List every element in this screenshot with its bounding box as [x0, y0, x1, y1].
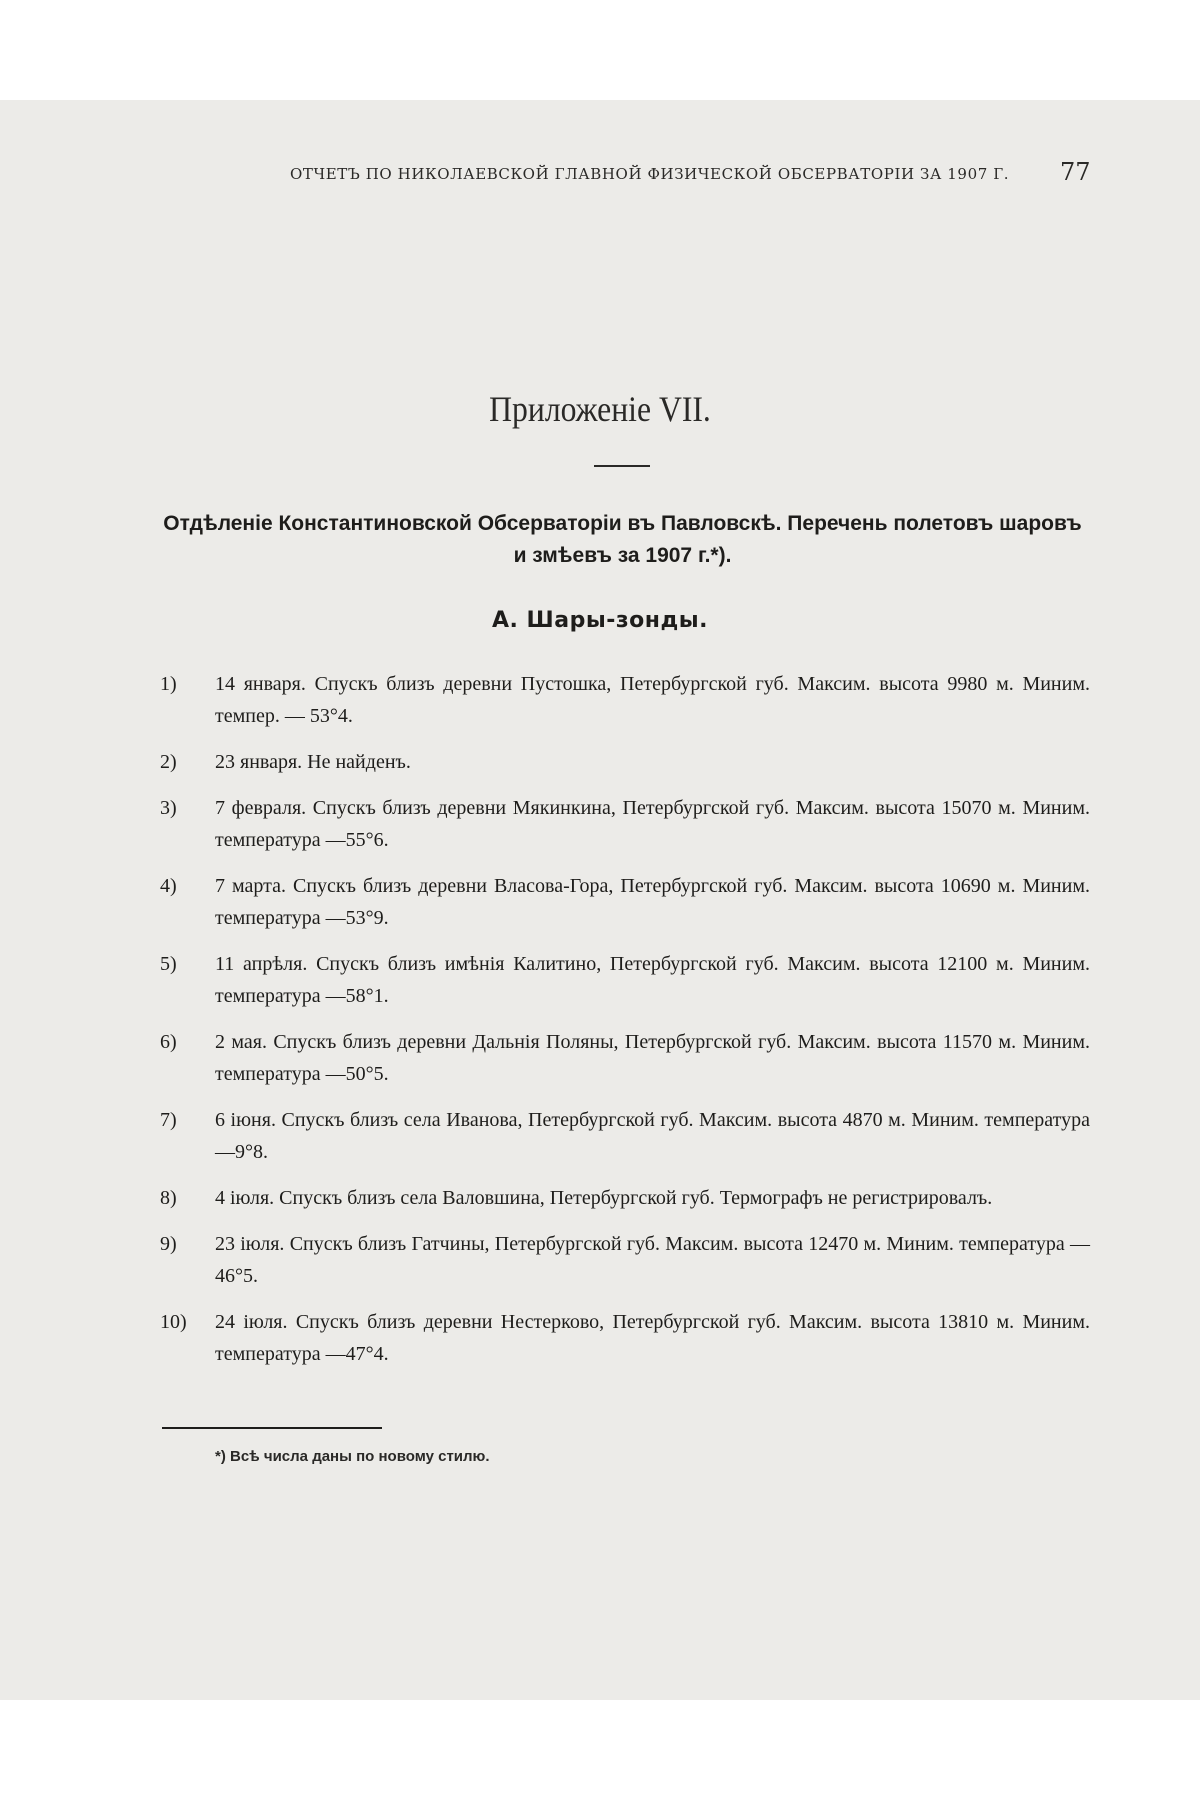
list-item — [160, 1306, 1090, 1370]
item-text: 7 марта. Спускъ близъ деревни Власова-Гора, Петербургской губ. Максим. высота 10690 м. Миним. температура —53°9. — [215, 875, 1090, 929]
item-text: 11 апрѣля. Спускъ близъ имѣнія Калитино, Петербургской губ. Максим. высота 12100 м. Миним. температура —58°1. — [215, 953, 1090, 1007]
item-text: 24 іюля. Спускъ близъ деревни Нестерково, Петербургской губ. Максим. высота 13810 м. Миним. температура —47°4. — [215, 1311, 1090, 1365]
list-item — [160, 870, 1090, 934]
item-number: 8) — [160, 1187, 177, 1209]
section-title — [150, 508, 1095, 572]
page-number: 77 — [1060, 158, 1091, 186]
footnote: *) Всѣ числа даны по новому стилю. — [215, 1448, 490, 1465]
item-text: 6 іюня. Спускъ близъ села Иванова, Петербургской губ. Максим. высота 4870 м. Миним. температура —9°8. — [215, 1109, 1090, 1163]
section-title-line-1: Отдѣленіе Константиновской Обсерваторіи въ Павловскѣ. Перечень полетовъ шаровъ — [163, 512, 1082, 535]
list-item — [160, 1104, 1090, 1168]
item-text: 14 января. Спускъ близъ деревни Пустошка, Петербургской губ. Максим. высота 9980 м. Миним. темпер. — 53°4. — [215, 673, 1090, 727]
appendix-title: Приложеніе VII. — [489, 389, 711, 429]
list-item — [160, 668, 1090, 732]
item-text: 4 іюля. Спускъ близъ села Валовшина, Петербургской губ. Термографъ не регистрировалъ. — [215, 1187, 993, 1209]
item-number: 9) — [160, 1233, 177, 1255]
subsection-title: А. Шары-зонды. — [492, 608, 708, 633]
item-text: 23 іюля. Спускъ близъ Гатчины, Петербургской губ. Максим. высота 12470 м. Миним. температура —46°5. — [215, 1233, 1090, 1287]
item-text: 23 января. Не найденъ. — [215, 751, 411, 773]
section-title-line-2: и змѣевъ за 1907 г.*). — [513, 544, 732, 567]
item-number: 4) — [160, 875, 177, 897]
item-number: 5) — [160, 953, 177, 975]
running-title: ОТЧЕТЪ ПО НИКОЛАЕВСКОЙ ГЛАВНОЙ ФИЗИЧЕСКОЙ ОБСЕРВАТОРІИ ЗА 1907 Г. — [290, 165, 1010, 183]
item-number: 2) — [160, 751, 177, 773]
item-text: 2 мая. Спускъ близъ деревни Дальнія Поляны, Петербургской губ. Максим. высота 11570 м. Миним. температура —50°5. — [215, 1031, 1090, 1085]
item-number: 7) — [160, 1109, 177, 1131]
flight-list — [160, 668, 1090, 1384]
list-item — [160, 948, 1090, 1012]
item-number: 10) — [160, 1311, 187, 1333]
title-rule — [594, 465, 650, 467]
item-number: 3) — [160, 797, 177, 819]
list-item — [160, 1182, 1090, 1214]
item-number: 1) — [160, 673, 177, 695]
list-item — [160, 1026, 1090, 1090]
footnote-rule — [162, 1427, 382, 1429]
item-number: 6) — [160, 1031, 177, 1053]
list-item — [160, 1228, 1090, 1292]
item-text: 7 февраля. Спускъ близъ деревни Мякинкина, Петербургской губ. Максим. высота 15070 м. Миним. температура —55°6. — [215, 797, 1090, 851]
list-item — [160, 792, 1090, 856]
list-item — [160, 746, 1090, 778]
